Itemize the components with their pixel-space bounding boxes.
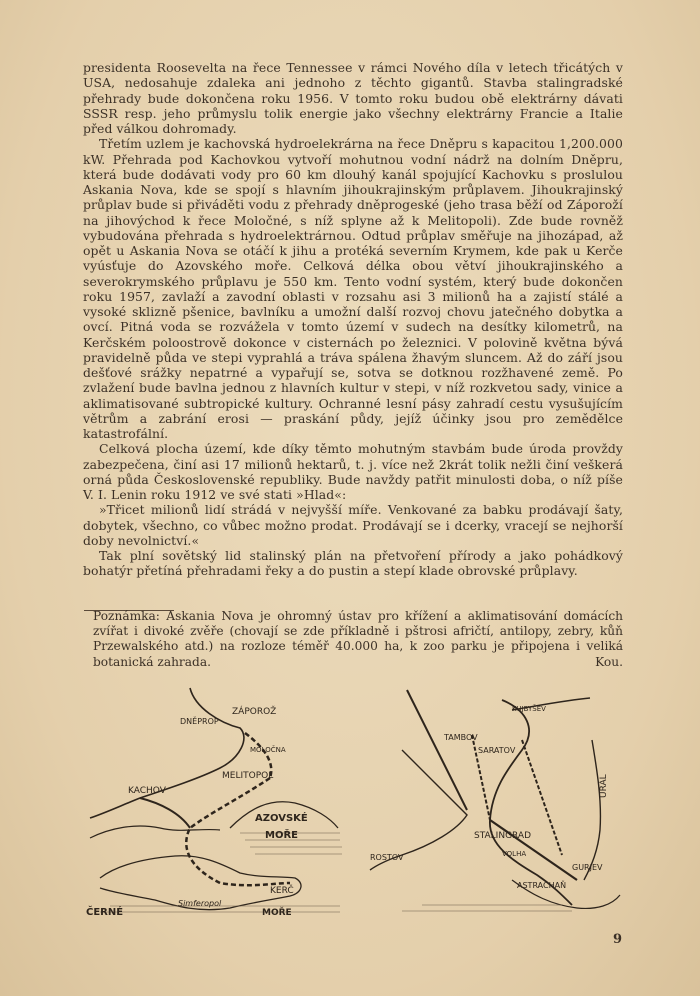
paragraph-1: presidenta Roosevelta na řece Tennessee v rámci Nového díla v letech třicátých v USA, nedosahuje zdaleka ani jednoho z těchto gigantů. Stavba stalingradské přehrady bude dokončena roku 1956. V tomto roku budou obě elektrárny dávati SSSR resp. jeho průmyslu tolik energie jako všechny elektrárny Francie a Italie před válkou dohromady. [83,60,623,136]
volga-river [490,700,572,905]
footnote-author: Kou. [595,654,623,669]
footnote [93,609,623,670]
forest-belt-1 [407,690,467,810]
don-river [370,750,467,870]
paragraph-3: Celková plocha území, kde díky těmto mohutným stavbám bude úroda provždy zabezpečena, činí asi 17 milionů hektarů, t. j. více než 2krát tolik nežli činí veškerá orná půda Československé republiky. Bude navždy patřit minulosti doba, o níž píše V. I. Lenin roku 1912 ve své stati »Hlad«: [83,441,623,502]
label-rostov: ROSTOV [370,853,404,862]
label-zaporozi: ZÁPOROŽ [232,707,277,717]
article-body [83,60,623,579]
label-dnepropetrovsk: DNĚPROP [180,717,219,726]
paragraph-2: Třetím uzlem je kachovská hydroelekrárna na řece Dněpru s kapacitou 1,200.000 kW. Přehrada pod Kachovkou vytvoří mohutnou vodní nádrž na dolním Dněpru, která bude dodávati vody pro 60 km dlouhý kanál spojující Kachovku s proslulou Askania Nova, kde se spojí s hlavním jihoukrajinským průplavem. Jihoukrajinský průplav bude si přiváděti vodu z přehrady dněprogeské (jeho trasa běží od Záporoží na jihovýchod k řece Moločné, s níž splyne až k Melitopoli). Zde bude rovněž vybudována přehrada s hydroelektrárnou. Odtud průplav směřuje na jihozápad, až opět u Askania Nova se otáčí k jihu a protéká severním Krymem, kde pak u Kerče vyúsťuje do Azovského moře. Celková délka obou větví jihoukrajinského a severokrymského průplavu je 550 km. Tento vodní systém, který bude dokončen roku 1957, zavlaží a zavodní oblasti v rozsahu asi 3 milionů ha a zajistí stálé a vysoké sklizně pšenice, bavlníku a umožní další rozvoj chovu jatečného dobytka a ovcí. Pitná voda se rozvážela v tomto území v sudech na desítky kilometrů, na Kerčském poloostrově dokonce v cisternách po železnici. V polovině května bývá pravidelně půda ve stepi vyprahlá a tráva spálena žhavým sluncem. Až do září jsou dešťové srážky nepatrné a vypařují se, sotva se dotknou rozžhavené země. Po zvlažení bude bavlna jednou z hlavních kultur v stepi, v níž rozkvetou sady, vinice a aklimatisované subtropické kultury. Ochranné lesní pásy zahradí cestu vysušujícím větrům a zabrání erosi — praskání půdy, jejíž účinky jsou pro zemědělce katastrofální. [83,136,623,441]
label-volha: VOLHA [502,850,527,858]
footnote-text: Poznámka: Askania Nova je ohromný ústav pro křížení a aklimatisování domácích zvířat i divoké zvěře (chovají se zde příkladně i pštrosi afričtí, antilopy, zebry, kůň Przewalského atd.) na rozloze téměř 40.000 ha, k zoo parku je připojena i veliká botanická zahrada. [93,609,623,669]
label-black-sea-2: MOŘE [262,908,292,918]
label-astrachan: ASTRACHAŇ [517,881,567,890]
map-dnieper-crimea [80,678,350,918]
label-black-sea-1: ČERNÉ [86,907,124,918]
label-kachovka: KACHOV [128,786,166,796]
label-tambov: TAMBOV [444,733,478,742]
label-azov-sea-2: MOŘE [265,830,298,841]
page-number: 9 [613,932,623,947]
dnieper-river [90,688,244,818]
paragraph-5: Tak plní sovětský lid stalinský plán na přetvoření přírody a jako pohádkový bohatýr přetíná přehradami řeky a do pustin a stepí klade obrovské průplavy. [83,548,623,579]
label-molocna: MOLOČNA [250,746,286,754]
map-volga [362,680,624,916]
label-ural: URAL [599,774,609,798]
label-azov-sea-1: AZOVSKÉ [255,813,308,824]
label-stalingrad: STALINGRAD [474,831,532,841]
label-kujbysev: KUJBYŠEV [512,705,546,713]
ural-river [584,740,600,880]
label-melitopol: MELITOPOL [222,771,274,781]
north-shore [90,826,220,838]
label-simferopol: Simferopol [178,899,222,908]
kachovka-canal [140,798,190,828]
label-kerc: KERČ [270,886,294,896]
lenin-quote: »Třicet milionů lidí strádá v nejvyšší míře. Venkované za babku prodávají šaty, dobytek, všechno, co vůbec možno prodat. Prodávají se i dcerky, vracejí se nejhorší doby nevolnictví.« [83,502,623,548]
label-gurjev: GURJEV [572,863,603,872]
label-saratov: SARATOV [478,746,516,755]
